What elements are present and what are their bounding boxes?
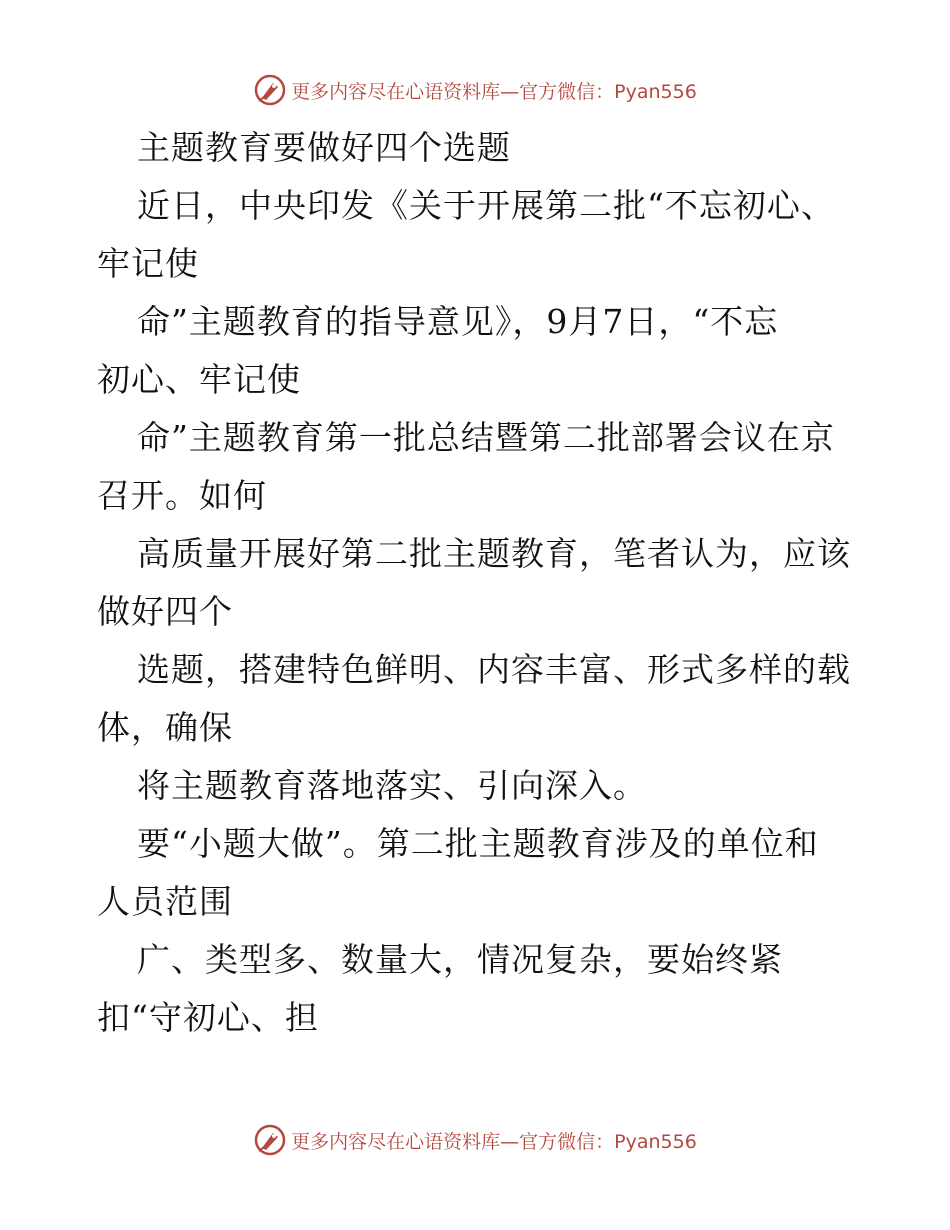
doc-title: 主题教育要做好四个选题 [137, 128, 511, 167]
paragraph-line: 体，确保 [97, 708, 233, 747]
paragraph-line: 召开。如何 [97, 476, 267, 515]
paragraph-line: 命”主题教育第一批总结暨第二批部署会议在京 [137, 418, 835, 457]
pen-nib-icon [253, 1123, 287, 1157]
paragraph-line: 做好四个 [97, 592, 233, 631]
paragraph-line: 命”主题教育的指导意见》，9月7日，“不忘 [137, 302, 779, 341]
paragraph-line: 选题，搭建特色鲜明、内容丰富、形式多样的载 [137, 650, 851, 689]
pen-nib-icon [253, 73, 287, 107]
header-watermark-text: 更多内容尽在心语资料库—官方微信：Pyan556 [291, 80, 697, 103]
header-watermark [0, 70, 950, 110]
footer-watermark-text: 更多内容尽在心语资料库—官方微信：Pyan556 [291, 1130, 697, 1153]
paragraph-line: 近日，中央印发《关于开展第二批“不忘初心、 [137, 186, 835, 225]
paragraph-line: 要“小题大做”。第二批主题教育涉及的单位和 [137, 824, 819, 863]
paragraph-line: 高质量开展好第二批主题教育，笔者认为，应该 [137, 534, 851, 573]
footer-watermark [0, 1120, 950, 1160]
paragraph-line: 扣“守初心、担 [97, 998, 319, 1037]
paragraph-line: 牢记使 [97, 244, 199, 283]
paragraph-line: 广、类型多、数量大，情况复杂，要始终紧 [137, 940, 783, 979]
paragraph-line: 初心、牢记使 [97, 360, 301, 399]
paragraph-line: 将主题教育落地落实、引向深入。 [137, 766, 647, 805]
paragraph-line: 人员范围 [97, 882, 233, 921]
